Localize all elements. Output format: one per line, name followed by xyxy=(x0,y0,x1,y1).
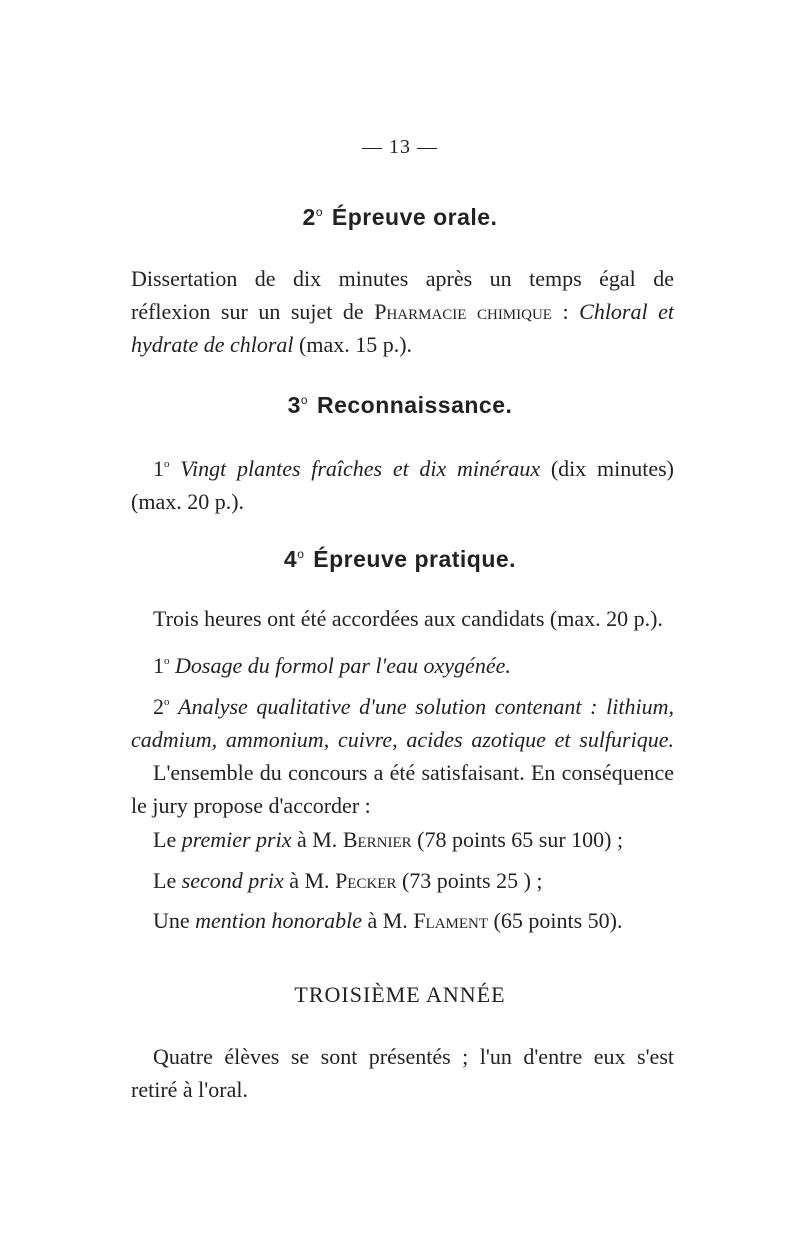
text-italic: second prix xyxy=(181,868,284,893)
text-line: Quatre élèves se sont présentés ; l'un d'entre eux s'est xyxy=(153,1044,674,1069)
paragraph-reconnaissance xyxy=(131,448,674,518)
heading-number: 2 xyxy=(302,204,316,230)
heading-degree: o xyxy=(297,547,305,561)
paragraph-pratique-item2 xyxy=(131,686,674,756)
text-line: le jury propose d'accorder : xyxy=(131,793,371,818)
paragraph-concours xyxy=(131,756,674,822)
item-degree: o xyxy=(164,458,170,470)
laureate-name: Pecker xyxy=(335,868,397,893)
item-number: 2 xyxy=(153,694,164,719)
text-line xyxy=(153,823,674,856)
text-italic: Analyse qualitative d'une solution contenant : lithium, xyxy=(178,694,674,719)
text-line xyxy=(131,448,674,485)
text-span: Le xyxy=(153,827,182,852)
heading-epreuve-pratique xyxy=(0,546,800,573)
text-span: réflexion sur un sujet de xyxy=(131,299,375,324)
text-italic: Vingt plantes fraîches et dix minéraux xyxy=(180,456,541,481)
paragraph-pratique-item1 xyxy=(131,645,674,682)
item-number: 1 xyxy=(153,456,164,481)
heading-title: Épreuve pratique. xyxy=(313,546,517,572)
text-span: à M. xyxy=(283,868,336,893)
item-degree: o xyxy=(164,696,170,708)
heading-degree: o xyxy=(300,393,309,407)
text-line: (max. 20 p.). xyxy=(131,489,245,514)
heading-title: Épreuve orale. xyxy=(331,204,498,230)
text-italic: premier prix xyxy=(181,827,292,852)
text-line: retiré à l'oral. xyxy=(131,1077,248,1102)
heading-number: 3 xyxy=(287,392,301,418)
laureate-name: Bernier xyxy=(342,827,412,852)
section-title-troisieme-annee: TROISIÈME ANNÉE xyxy=(294,982,506,1007)
text-line xyxy=(131,295,674,328)
heading-degree: o xyxy=(315,205,324,219)
heading-number: 4 xyxy=(283,546,298,572)
text-line: Trois heures ont été accordées aux candidats (max. 20 p.). xyxy=(153,606,663,631)
page-number: — 13 — xyxy=(362,136,438,158)
text-span: à M. xyxy=(361,908,414,933)
text-span: (dix minutes) xyxy=(540,456,674,481)
text-line xyxy=(153,904,674,937)
heading-epreuve-orale xyxy=(0,204,800,231)
text-span: (78 points 65 sur 100) ; xyxy=(411,827,624,852)
text-span: (65 points 50). xyxy=(488,908,623,933)
text-italic: hydrate de chloral xyxy=(131,332,294,357)
laureate-name: Flament xyxy=(413,908,489,933)
paragraph-pratique-intro xyxy=(131,602,674,635)
text-span: Le xyxy=(153,868,182,893)
text-line xyxy=(131,686,674,723)
item-number: 1 xyxy=(153,653,164,678)
text-span: : xyxy=(551,299,580,324)
text-italic: cadmium, ammonium, cuivre, acides azotique et sulfurique. xyxy=(131,727,674,752)
text-line xyxy=(131,723,674,756)
text-line xyxy=(131,328,674,361)
text-italic: Chloral et xyxy=(579,299,674,324)
prize-second xyxy=(131,864,674,897)
heading-title: Reconnaissance. xyxy=(316,392,513,418)
text-span: à M. xyxy=(291,827,343,852)
text-line: L'ensemble du concours a été satisfaisant. En conséquence xyxy=(153,760,674,785)
prize-first xyxy=(131,823,674,856)
text-smallcaps: Pharmacie chimique xyxy=(374,299,552,324)
text-line: Dissertation de dix minutes après un temps égal de xyxy=(131,266,674,291)
paragraph-troisieme-annee xyxy=(131,1040,674,1106)
text-italic: mention honorable xyxy=(195,908,362,933)
item-degree: o xyxy=(164,655,170,667)
text-italic: Dosage du formol par l'eau oxygénée. xyxy=(175,653,511,678)
heading-reconnaissance xyxy=(0,392,800,419)
text-line xyxy=(153,645,674,682)
text-span: (max. 15 p.). xyxy=(293,332,413,357)
text-line xyxy=(153,864,674,897)
paragraph-orale xyxy=(131,262,674,361)
text-span: Une xyxy=(153,908,196,933)
prize-mention xyxy=(131,904,674,937)
text-span: (73 points 25 ) ; xyxy=(396,868,543,893)
